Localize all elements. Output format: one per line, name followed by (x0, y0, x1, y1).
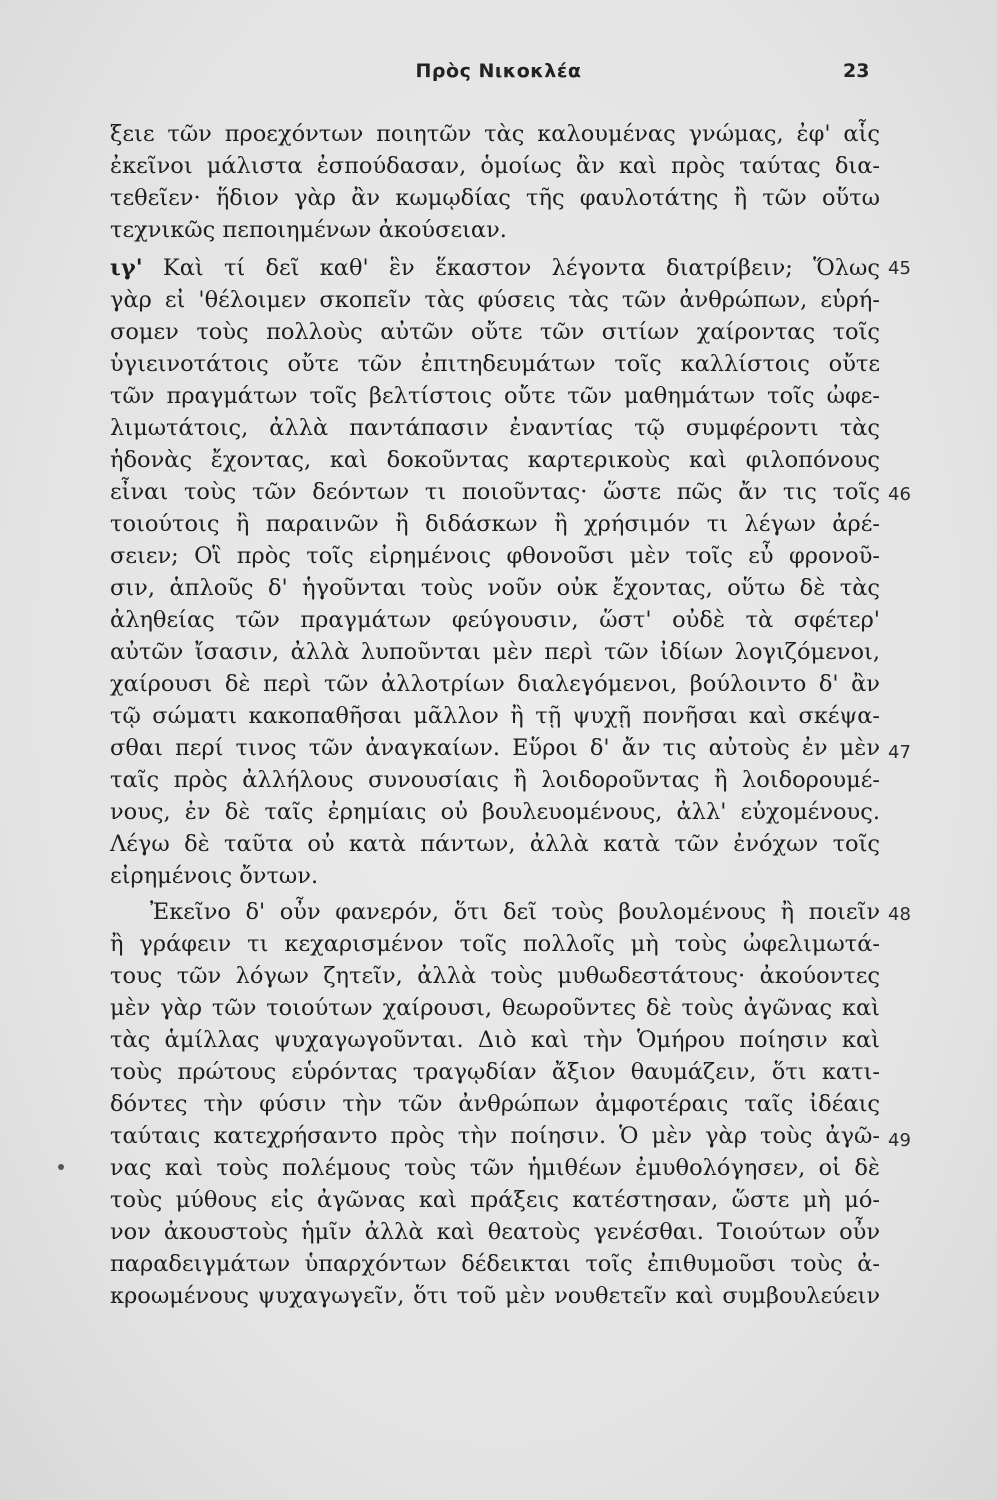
text-line: αὐτῶν ἴσασιν, ἀλλὰ λυποῦνται μὲν περὶ τῶν ἰδίων λογιζόμενοι, (110, 639, 880, 665)
text-line: Καὶ τί δεῖ καθ' ἓν ἕκαστον λέγοντα διατρίβειν; Ὅλως (162, 255, 880, 281)
text-line: νον ἀκουστοὺς ἡμῖν ἀλλὰ καὶ θεατοὺς γενέσθαι. Τοιούτων οὖν (110, 1219, 880, 1245)
text-line: μὲν γὰρ τῶν τοιούτων χαίρουσι, θεωροῦντες δὲ τοὺς ἀγῶνας καὶ (110, 995, 880, 1021)
text-line: ταύταις κατεχρήσαντο πρὸς τὴν ποίησιν. Ὁ μὲν γὰρ τοὺς ἀγῶ- (110, 1123, 880, 1149)
text-line: ἢ γράφειν τι κεχαρισμένον τοῖς πολλοῖς μὴ τοὺς ὠφελιμωτά- (110, 931, 880, 957)
text-line: τοὺς μύθους εἰς ἀγῶνας καὶ πράξεις κατέστησαν, ὥστε μὴ μό- (110, 1187, 880, 1213)
text-line: νους, ἐν δὲ ταῖς ἐρημίαις οὐ βουλευομένους, ἀλλ' εὐχομένους. (110, 799, 880, 825)
margin-section-number: 46 (888, 484, 911, 505)
text-line: τῷ σώματι κακοπαθῆσαι μᾶλλον ἢ τῇ ψυχῇ πονῆσαι καὶ σκέψα- (110, 703, 880, 729)
text-line: εἰρημένοις ὄντων. (110, 863, 319, 889)
text-line: εἶναι τοὺς τῶν δεόντων τι ποιοῦντας· ὥστε πῶς ἄν τις τοῖς (110, 479, 880, 505)
margin-section-number: 49 (888, 1130, 911, 1151)
text-line: τους τῶν λόγων ζητεῖν, ἀλλὰ τοὺς μυθωδεστάτους· ἀκούοντες (110, 963, 880, 989)
running-header-title: Πρὸς Νικοκλέα (415, 60, 582, 82)
text-line: χαίρουσι δὲ περὶ τῶν ἀλλοτρίων διαλεγόμενοι, βούλοιντο δ' ἂν (110, 671, 880, 697)
text-line: τοιούτοις ἢ παραινῶν ἢ διδάσκων ἢ χρήσιμόν τι λέγων ἀρέ- (110, 511, 880, 537)
text-line: δόντες τὴν φύσιν τὴν τῶν ἀνθρώπων ἀμφοτέραις ταῖς ἰδέαις (110, 1091, 880, 1117)
text-line: νας καὶ τοὺς πολέμους τοὺς τῶν ἡμιθέων ἐμυθολόγησεν, οἱ δὲ (110, 1155, 880, 1181)
text-line: σθαι περί τινος τῶν ἀναγκαίων. Εὕροι δ' ἄν τις αὐτοὺς ἐν μὲν (110, 735, 880, 761)
text-line: ἀληθείας τῶν πραγμάτων φεύγουσιν, ὥστ' οὐδὲ τὰ σφέτερ' (110, 607, 880, 633)
text-line: Λέγω δὲ ταῦτα οὐ κατὰ πάντων, ἀλλὰ κατὰ τῶν ἐνόχων τοῖς (110, 831, 880, 857)
text-line: ἐκεῖνοι μάλιστα ἐσπούδασαν, ὁμοίως ἂν καὶ πρὸς ταύτας δια- (110, 153, 880, 179)
text-line: ἡδονὰς ἔχοντας, καὶ δοκοῦντας καρτερικοὺς καὶ φιλοπόνους (110, 447, 880, 473)
text-line: τῶν πραγμάτων τοῖς βελτίστοις οὔτε τῶν μαθημάτων τοῖς ὠφε- (110, 383, 880, 409)
text-line: τεχνικῶς πεποιημένων ἀκούσειαν. (110, 217, 507, 243)
text-line: σιν, ἁπλοῦς δ' ἡγοῦνται τοὺς νοῦν οὐκ ἔχοντας, οὕτω δὲ τὰς (110, 575, 880, 601)
text-line: τὰς ἁμίλλας ψυχαγωγοῦνται. Διὸ καὶ τὴν Ὁμήρου ποίησιν καὶ (110, 1027, 880, 1053)
text-line: τεθεῖεν· ἥδιον γὰρ ἂν κωμῳδίας τῆς φαυλοτάτης ἢ τῶν οὕτω (110, 185, 880, 211)
text-line: Ἐκεῖνο δ' οὖν φανερόν, ὅτι δεῖ τοὺς βουλομένους ἢ ποιεῖν (150, 899, 880, 925)
margin-section-number: 47 (888, 742, 911, 763)
page-number: 23 (843, 60, 870, 82)
text-line: τοὺς πρώτους εὑρόντας τραγῳδίαν ἄξιον θαυμάζειν, ὅτι κατι- (110, 1059, 880, 1085)
ink-speck (58, 1164, 64, 1170)
section-opening-line (110, 252, 880, 285)
margin-section-number: 45 (888, 258, 911, 279)
text-line: ξειε τῶν προεχόντων ποιητῶν τὰς καλουμένας γνώμας, ἐφ' αἷς (110, 121, 880, 147)
text-line: ὑγιεινοτάτοις οὔτε τῶν ἐπιτηδευμάτων τοῖς καλλίστοις οὔτε (110, 351, 880, 377)
text-line: σειεν; Οἳ πρὸς τοῖς εἰρημένοις φθονοῦσι μὲν τοῖς εὖ φρονοῦ- (110, 543, 880, 569)
section-mark: ιγ' (110, 255, 143, 281)
text-line: λιμωτάτοις, ἀλλὰ παντάπασιν ἐναντίας τῷ συμφέροντι τὰς (110, 415, 880, 441)
margin-section-number: 48 (888, 904, 911, 925)
text-line: γὰρ εἰ 'θέλοιμεν σκοπεῖν τὰς φύσεις τὰς τῶν ἀνθρώπων, εὑρή- (110, 287, 880, 313)
text-line: κροωμένους ψυχαγωγεῖν, ὅτι τοῦ μὲν νουθετεῖν καὶ συμβουλεύειν (110, 1283, 880, 1309)
text-line: σομεν τοὺς πολλοὺς αὐτῶν οὔτε τῶν σιτίων χαίροντας τοῖς (110, 319, 880, 345)
text-line: παραδειγμάτων ὑπαρχόντων δέδεικται τοῖς ἐπιθυμοῦσι τοὺς ἀ- (110, 1251, 880, 1277)
text-line: ταῖς πρὸς ἀλλήλους συνουσίαις ἢ λοιδοροῦντας ἢ λοιδορουμέ- (110, 767, 880, 793)
